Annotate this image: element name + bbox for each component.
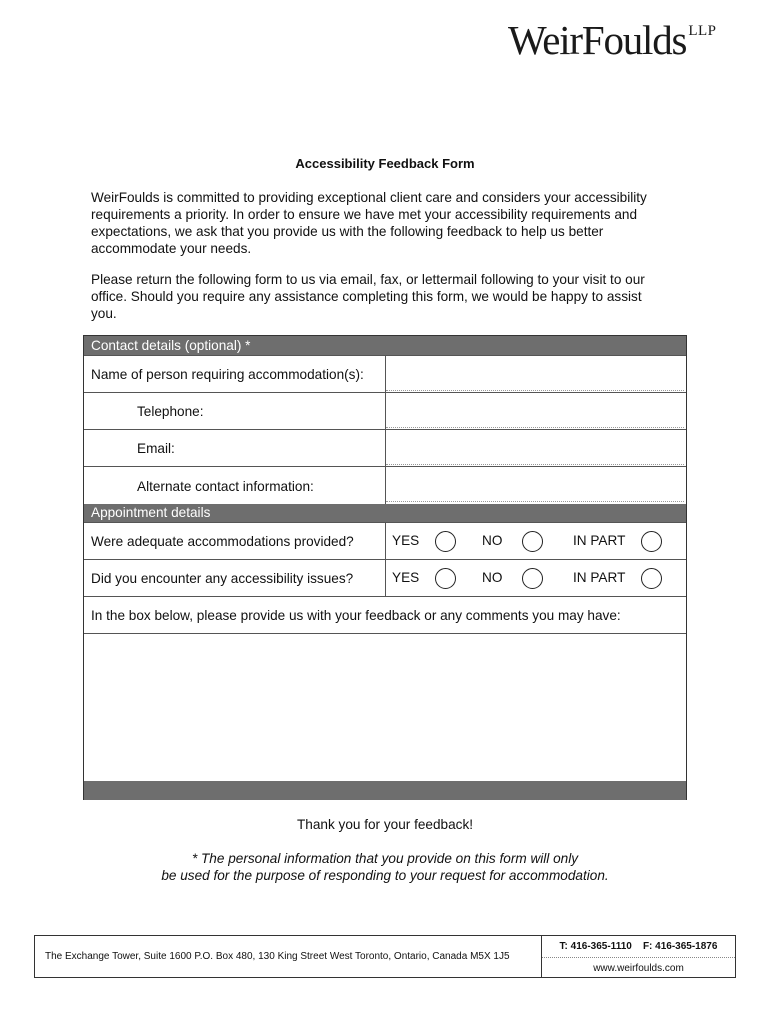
table-footer-bar (84, 781, 686, 800)
alternate-contact-input[interactable] (387, 467, 686, 503)
row-divider (84, 559, 686, 560)
feedback-prompt: In the box below, please provide us with your feedback or any comments you may have: (91, 608, 621, 623)
name-input-underline (386, 390, 684, 391)
alternate-contact-underline (386, 501, 684, 502)
footer-address: The Exchange Tower, Suite 1600 P.O. Box 480, 130 King Street West Toronto, Ontario, Canada M5X 1J5 (45, 951, 510, 962)
footer-box (34, 935, 736, 978)
email-field-label: Email: (137, 441, 175, 456)
q2-in-part-label: IN PART (573, 570, 626, 585)
q1-in-part-radio[interactable] (641, 531, 662, 552)
q1-yes-label: YES (392, 533, 420, 548)
q1-no-radio[interactable] (522, 531, 543, 552)
telephone-field-label: Telephone: (137, 404, 204, 419)
feedback-form-table (83, 335, 687, 800)
intro-paragraph-1: WeirFoulds is committed to providing exceptional client care and considers your accessibility requirements a priority. In order to ensure we have met your accessibility requirements and expectations, we ask that you provide us with the following feedback to help us better accommodate your needs. (91, 190, 647, 256)
q2-yes-radio[interactable] (435, 568, 456, 589)
q1-no-label: NO (482, 533, 503, 548)
footer-separator (542, 957, 735, 958)
form-title: Accessibility Feedback Form (295, 156, 475, 171)
logo-suffix: LLP (688, 23, 717, 39)
intro-paragraph-2: Please return the following form to us via email, fax, or lettermail following to your visit to our office. Should you require any assistance completing this form, we would be happy to assist you. (91, 272, 645, 321)
feedback-textarea[interactable] (84, 634, 686, 781)
email-input-underline (386, 464, 684, 465)
question-accommodations-label: Were adequate accommodations provided? (91, 534, 354, 549)
footer-contact (541, 936, 735, 977)
contact-section-header: Contact details (optional) * (84, 336, 686, 355)
email-input[interactable] (387, 430, 686, 466)
name-input[interactable] (387, 356, 686, 392)
thank-you-text: Thank you for your feedback! (296, 817, 474, 832)
weirfoulds-logo (508, 17, 717, 63)
q2-in-part-radio[interactable] (641, 568, 662, 589)
telephone-input-underline (386, 427, 684, 428)
footer-phones: T: 416-365-1110 F: 416-365-1876 (559, 941, 718, 952)
telephone-input[interactable] (387, 393, 686, 429)
question-issues-label: Did you encounter any accessibility issues? (91, 571, 354, 586)
q1-yes-radio[interactable] (435, 531, 456, 552)
q1-in-part-label: IN PART (573, 533, 626, 548)
q2-no-label: NO (482, 570, 503, 585)
q2-yes-label: YES (392, 570, 420, 585)
disclaimer-line-2: be used for the purpose of responding to your request for accommodation. (161, 868, 609, 883)
alternate-contact-label: Alternate contact information: (137, 479, 314, 494)
footer-website[interactable]: www.weirfoulds.com (593, 963, 684, 974)
disclaimer-line-1: * The personal information that you provide on this form will only (191, 851, 579, 866)
name-field-label: Name of person requiring accommodation(s): (91, 367, 364, 382)
q2-no-radio[interactable] (522, 568, 543, 589)
privacy-disclaimer (0, 850, 770, 884)
appointment-section-header: Appointment details (84, 504, 686, 522)
logo-name: WeirFoulds (508, 17, 687, 63)
row-divider (84, 596, 686, 597)
